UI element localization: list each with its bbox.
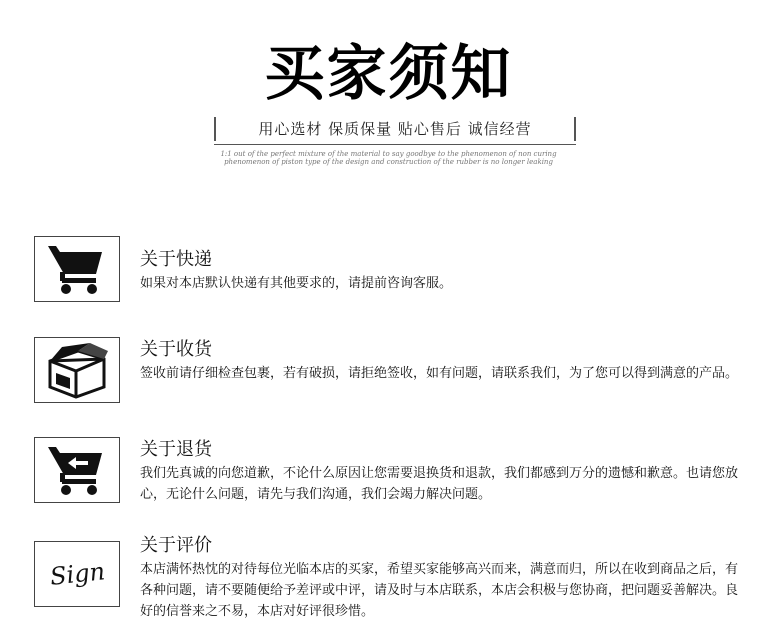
open-box-icon — [44, 341, 110, 399]
delivery-icon-box — [34, 236, 120, 302]
subtitle: 用心选材 保质保量 贴心售后 诚信经营 — [258, 120, 532, 138]
section-text: 如果对本店默认快递有其他要求的，请提前咨询客服。 — [140, 276, 453, 291]
signature-icon: Sign — [48, 557, 106, 591]
returns-icon-box — [34, 437, 120, 503]
section-title: 关于退货 — [140, 439, 212, 460]
section-text: 本店满怀热忱的对待每位光临本店的买家，希望买家能够高兴而来，满意而归，所以在收到商品之后，有各种问题，请不要随便给予差评或中评，请及时与本店联系，本店会积极与您协商，把问题妥善解决。良好的信誉来之不易，本店对好评很珍惜。 — [140, 562, 739, 619]
section-text: 我们先真诚的向您道歉，不论什么原因让您需要退换货和退款，我们都感到万分的遗憾和歉意。也请您放心，无论什么问题，请先与我们沟通，我们会竭力解决问题。 — [140, 466, 739, 502]
page-title: 买家须知 — [264, 39, 513, 109]
section-text: 签收前请仔细检查包裹，若有破损，请拒绝签收，如有问题，请联系我们，为了您可以得到满意的产品。 — [140, 366, 739, 381]
receipt-icon-box — [34, 337, 120, 403]
section-title: 关于评价 — [140, 535, 212, 556]
section-title: 关于收货 — [140, 339, 212, 360]
reviews-icon-box — [34, 541, 120, 607]
fine-print-line-1: 1:1 out of the perfect mixture of the material to say goodbye to the phenomenon of non curing — [220, 150, 557, 158]
subtitle-frame — [214, 117, 576, 141]
section-title: 关于快递 — [140, 249, 212, 270]
fine-print-line-2: phenomenon of piston type of the design and construction of the rubber is no longer leaking — [224, 158, 553, 166]
return-cart-icon — [46, 443, 108, 497]
shopping-cart-icon — [46, 242, 108, 296]
